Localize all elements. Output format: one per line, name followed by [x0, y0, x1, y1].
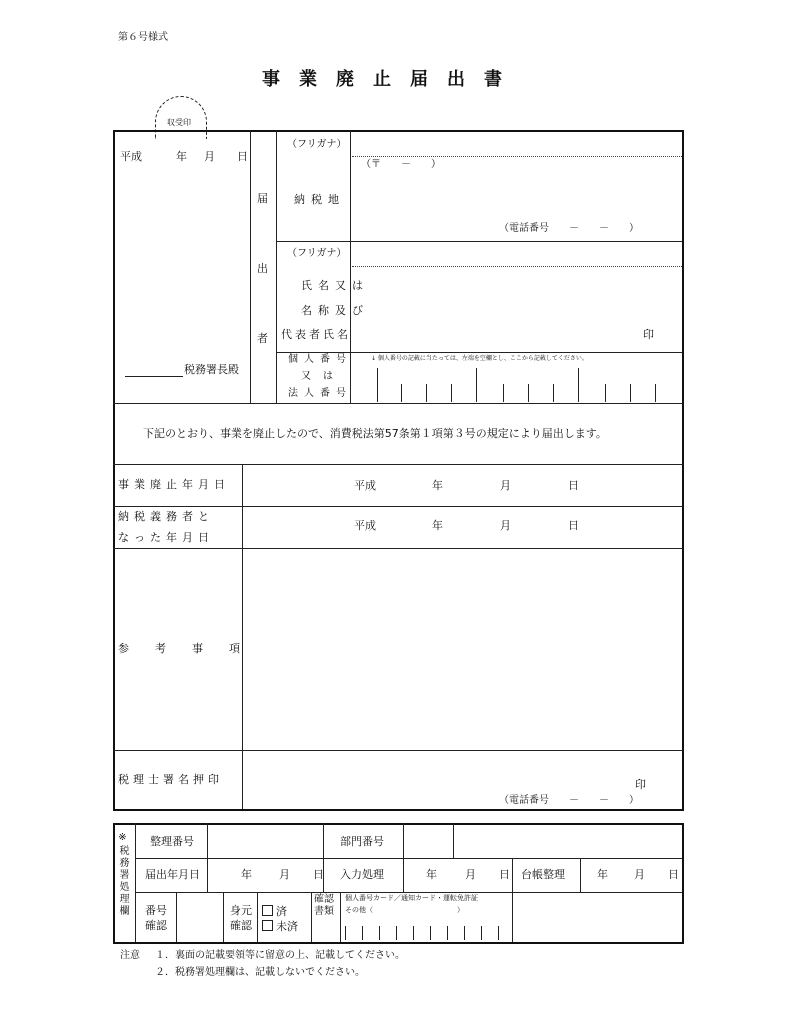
applicant-label-1: 届	[257, 192, 268, 205]
seiri-number-label: 整理番号	[150, 835, 194, 848]
number-note: ↓ 個人番号の記載に当たっては、左端を空欄とし、ここから記載してください。	[371, 355, 588, 362]
bumon-number-label: 部門番号	[340, 835, 384, 848]
input-year-unit: 年	[426, 868, 437, 881]
docs-type-line-1: 個人番号カード／通知カード・運転免許証	[345, 894, 478, 902]
page-title: 事業廃止届出書	[262, 69, 521, 90]
number-check-label-1: 番号	[145, 904, 167, 917]
number-label-2: 又は	[301, 371, 345, 382]
taxpayer-date-field[interactable]	[244, 508, 681, 546]
address-furigana-label: （フリガナ）	[287, 139, 347, 150]
taxpayer-date-label-2: なった年月日	[118, 531, 214, 544]
taxpayer-year-unit: 年	[432, 519, 443, 532]
input-process-label: 入力処理	[340, 868, 384, 881]
number-check-label-2: 確認	[145, 919, 167, 932]
filing-month-unit: 月	[279, 868, 290, 881]
submit-day-unit: 日	[237, 150, 248, 163]
number-check-field[interactable]	[178, 894, 221, 940]
accountant-label: 税理士署名押印	[118, 773, 223, 786]
postal-code: （〒 － ）	[361, 159, 441, 170]
identity-check-label-2: 確認	[230, 919, 252, 932]
abolish-day-unit: 日	[568, 479, 579, 492]
tax-address-phone: （電話番号 － － ）	[499, 223, 639, 234]
ledger-label: 台帳整理	[521, 868, 565, 881]
filing-year-unit: 年	[241, 868, 252, 881]
ledger-year-unit: 年	[597, 868, 608, 881]
reference-field[interactable]	[244, 550, 681, 748]
applicant-label-3: 者	[257, 332, 268, 345]
name-label-2: 名称及び	[301, 304, 369, 317]
abolish-date-label: 事業廃止年月日	[118, 478, 230, 491]
input-month-unit: 月	[465, 868, 476, 881]
identity-unchecked-option[interactable]	[262, 920, 298, 932]
docs-extra-field[interactable]	[514, 894, 680, 940]
filing-day-unit: 日	[313, 868, 324, 881]
name-label-3: 代表者氏名	[281, 328, 351, 341]
taxpayer-date-label-1: 納税義務者と	[118, 510, 214, 523]
name-label-1: 氏名又は	[301, 279, 369, 292]
abolish-date-field[interactable]	[244, 466, 681, 504]
ledger-month-unit: 月	[634, 868, 645, 881]
name-furigana-field[interactable]	[352, 243, 682, 265]
abolish-era: 平成	[354, 479, 376, 492]
tax-address-field[interactable]	[352, 175, 682, 219]
abolish-month-unit: 月	[500, 479, 511, 492]
name-field[interactable]	[352, 268, 682, 350]
name-seal-mark: 印	[643, 328, 654, 341]
taxpayer-day-unit: 日	[568, 519, 579, 532]
notes-line-1: １．裏面の記載要領等に留意の上、記載してください。	[155, 950, 405, 961]
identity-checked-label: 済	[276, 905, 287, 918]
taxpayer-era: 平成	[354, 519, 376, 532]
docs-label-1: 確認	[314, 894, 334, 905]
accountant-seal-mark: 印	[635, 778, 646, 791]
identity-check-label-1: 身元	[230, 904, 252, 917]
submit-month-unit: 月	[204, 150, 215, 163]
applicant-label-2: 出	[257, 262, 268, 275]
tax-office-addressee: 税務署長殿	[184, 363, 239, 376]
receipt-stamp-label: 収受印	[167, 118, 191, 127]
submit-era: 平成	[120, 150, 142, 163]
identity-unchecked-label: 未済	[276, 920, 298, 933]
taxpayer-month-unit: 月	[500, 519, 511, 532]
checkbox-unchecked[interactable]	[262, 920, 273, 931]
number-label-1: 個人番号	[288, 354, 352, 365]
reference-label: 参考事項	[118, 642, 266, 655]
notes-line-2: ２．税務署処理欄は、記載しないでください。	[155, 967, 365, 978]
address-furigana-field[interactable]	[352, 131, 682, 155]
submit-year-unit: 年	[176, 150, 187, 163]
identity-checked-option[interactable]	[262, 905, 287, 917]
filing-date-label: 届出年月日	[145, 868, 200, 881]
office-use-side-label: ※税務署処理欄	[117, 832, 128, 917]
name-furigana-label: （フリガナ）	[287, 248, 347, 259]
ledger-day-unit: 日	[668, 868, 679, 881]
statement-text: 下記のとおり、事業を廃止したので、消費税法第57条第１項第３号の規定により届出します。	[143, 427, 607, 440]
seiri-number-field[interactable]	[209, 825, 321, 856]
bumon-number-field[interactable]	[405, 825, 451, 856]
input-day-unit: 日	[499, 868, 510, 881]
docs-type-line-2: その他（ ）	[345, 906, 464, 914]
notes-prefix: 注意	[120, 950, 140, 961]
checkbox-checked[interactable]	[262, 905, 273, 916]
docs-label-2: 書類	[314, 906, 334, 917]
form-number: 第６号様式	[118, 32, 168, 43]
number-label-3: 法人番号	[288, 388, 352, 399]
accountant-phone: （電話番号 － － ）	[499, 795, 639, 806]
tax-address-label: 納税地	[294, 193, 345, 206]
abolish-year-unit: 年	[432, 479, 443, 492]
